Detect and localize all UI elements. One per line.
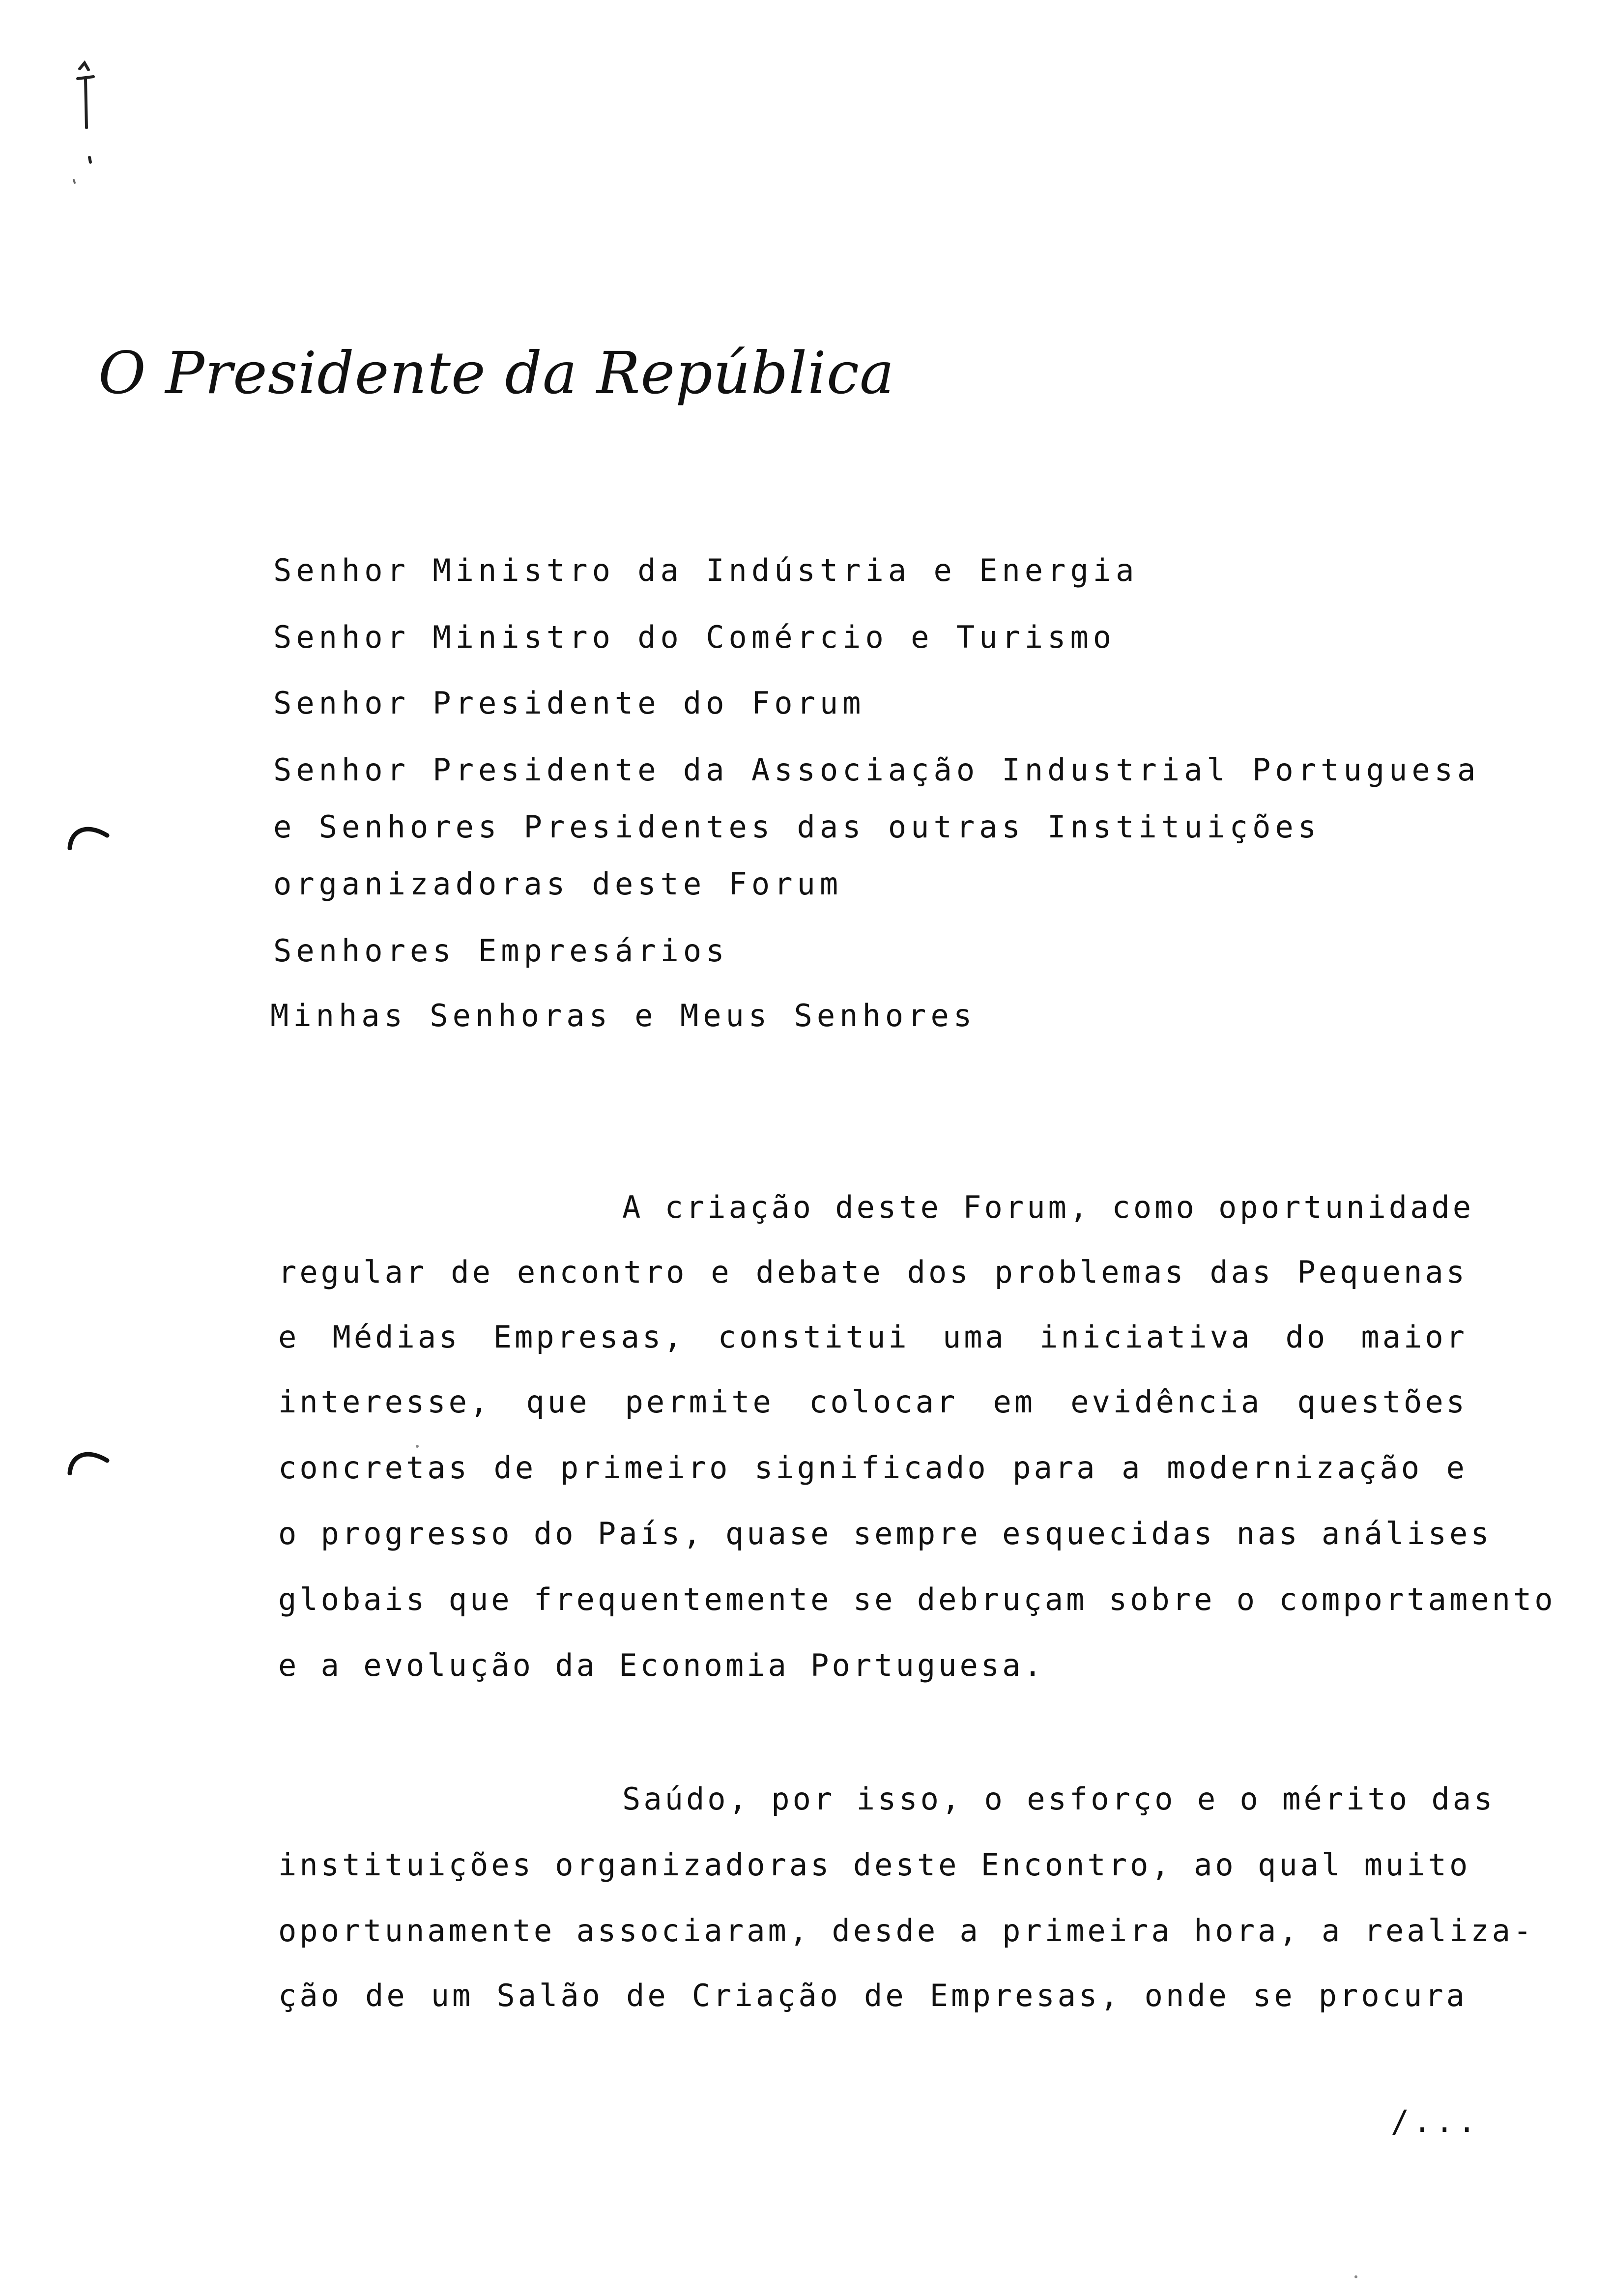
salutation-line: e Senhores Presidentes das outras Instituições xyxy=(273,809,1321,845)
salutation-line: Senhor Ministro da Indústria e Energia xyxy=(273,552,1139,588)
corner-bracket-icon xyxy=(67,1446,111,1475)
paragraph-line: e a evolução da Economia Portuguesa. xyxy=(278,1647,1045,1683)
handwritten-mark-icon xyxy=(59,59,108,187)
scan-speck xyxy=(1354,2275,1357,2278)
paragraph-line: globais que frequentemente se debruçam sobre o comportamento xyxy=(278,1581,1556,1617)
salutation-line: Senhor Presidente da Associação Industrial Portuguesa xyxy=(273,752,1480,788)
salutation-line: organizadoras deste Forum xyxy=(273,866,843,902)
salutation-line: Senhor Presidente do Forum xyxy=(273,685,865,721)
paragraph-line: regular de encontro e debate dos problemas das Pequenas xyxy=(278,1254,1468,1290)
scan-speck xyxy=(416,1445,419,1448)
paragraph-line: interesse, que permite colocar em evidência questões xyxy=(278,1384,1468,1420)
page-continuation-marker: /... xyxy=(1391,2103,1480,2139)
corner-bracket-icon xyxy=(67,821,111,850)
paragraph-line: Saúdo, por isso, o esforço e o mérito das xyxy=(622,1781,1496,1817)
paragraph-line: A criação deste Forum, como oportunidade xyxy=(622,1189,1474,1225)
salutation-line: Minhas Senhoras e Meus Senhores xyxy=(270,998,977,1033)
salutation-line: Senhores Empresários xyxy=(273,933,729,969)
paragraph-line: concretas de primeiro significado para a modernização e xyxy=(278,1450,1468,1486)
paragraph-line: o progresso do País, quase sempre esquecidas nas análises xyxy=(278,1516,1492,1551)
paragraph-line: e Médias Empresas, constitui uma iniciativa do maior xyxy=(278,1319,1468,1355)
paragraph-line: ção de um Salão de Criação de Empresas, onde se procura xyxy=(278,1978,1468,2013)
letterhead-title: O Presidente da República xyxy=(98,339,895,407)
paragraph-line: oportunamente associaram, desde a primeira hora, a realiza- xyxy=(278,1913,1535,1949)
paragraph-line: instituições organizadoras deste Encontro, ao qual muito xyxy=(278,1847,1471,1883)
salutation-line: Senhor Ministro do Comércio e Turismo xyxy=(273,619,1116,655)
